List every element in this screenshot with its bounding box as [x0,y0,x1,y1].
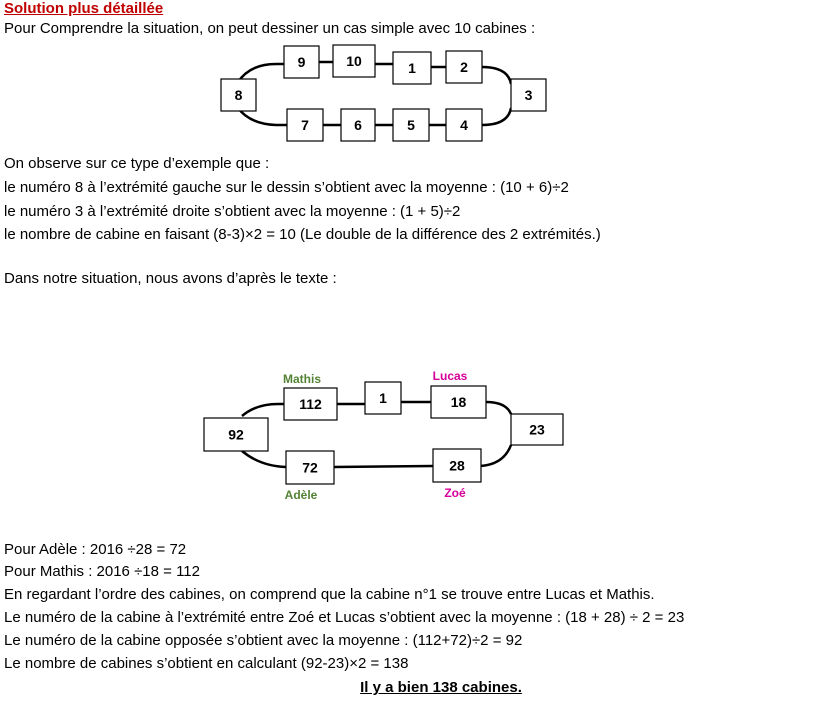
cabin-7 [287,109,323,141]
page-title: Solution plus détaillée [4,0,164,17]
svg-text:7: 7 [301,117,309,133]
svg-text:5: 5 [407,117,415,133]
svg-text:28: 28 [449,457,465,474]
cabin-3 [511,79,546,111]
svg-text:72: 72 [302,459,318,476]
observation-line-2: le numéro 8 à l’extrémité gauche sur le dessin s’obtient avec la moyenne : (10 + 6)÷2 [4,179,569,196]
cabin-28-zoe [433,449,481,482]
svg-text:23: 23 [529,421,545,438]
cabin-92-left [204,418,268,451]
svg-text:18: 18 [450,394,467,410]
observation-line-1: On observe sur ce type d’exemple que : [4,155,270,172]
cabin-4 [446,109,482,141]
cabin-6 [341,109,375,141]
result-line-5: Le numéro de la cabine opposée s’obtient avec la moyenne : (112+72)÷2 = 92 [4,632,523,649]
label-zoe: Zoé [444,486,466,500]
cabin-2 [446,51,482,83]
svg-text:92: 92 [228,426,244,443]
svg-text:2: 2 [460,59,468,75]
result-line-2: Pour Mathis : 2016 ÷18 = 112 [4,563,200,580]
observation-line-3: le numéro 3 à l’extrémité droite s’obtient avec la moyenne : (1 + 5)÷2 [4,203,461,220]
situation-intro: Dans notre situation, nous avons d’après le texte : [4,270,337,287]
svg-text:10: 10 [346,53,362,69]
conclusion: Il y a bien 138 cabines. [360,679,522,696]
label-mathis: Mathis [282,372,322,386]
svg-text:1: 1 [379,390,387,406]
result-line-4: Le numéro de la cabine à l’extrémité entre Zoé et Lucas s’obtient avec la moyenne : (18 + 28) ÷ 2 = 23 [4,609,685,626]
svg-text:1: 1 [408,60,416,76]
cabin-9 [284,46,319,78]
cabin-5 [393,109,429,141]
svg-text:9: 9 [297,54,306,70]
cabin-72-adele [286,451,334,484]
label-adele: Adèle [284,488,318,502]
result-line-6: Le nombre de cabines s’obtient en calculant (92-23)×2 = 138 [4,655,409,672]
cabin-10 [333,45,375,77]
label-lucas: Lucas [432,369,468,383]
cabin-23-right [511,414,563,445]
cabin-1 [393,52,431,84]
observation-line-4: le nombre de cabine en faisant (8-3)×2 = 10 (Le double de la différence des 2 extrémités.) [4,226,601,243]
cabin-1-between [365,382,401,414]
svg-text:112: 112 [299,396,322,412]
svg-text:6: 6 [354,117,362,133]
svg-text:4: 4 [460,117,468,133]
cabin-18-lucas [431,386,486,418]
cabin-112-mathis [284,388,337,420]
intro-text: Pour Comprendre la situation, on peut dessiner un cas simple avec 10 cabines : [4,20,536,37]
cabin-8 [221,79,256,111]
result-line-3: En regardant l’ordre des cabines, on comprend que la cabine n°1 se trouve entre Lucas et Mathis. [4,586,655,603]
result-line-1: Pour Adèle : 2016 ÷28 = 72 [4,541,187,558]
svg-text:3: 3 [524,87,533,103]
svg-text:8: 8 [234,87,243,103]
